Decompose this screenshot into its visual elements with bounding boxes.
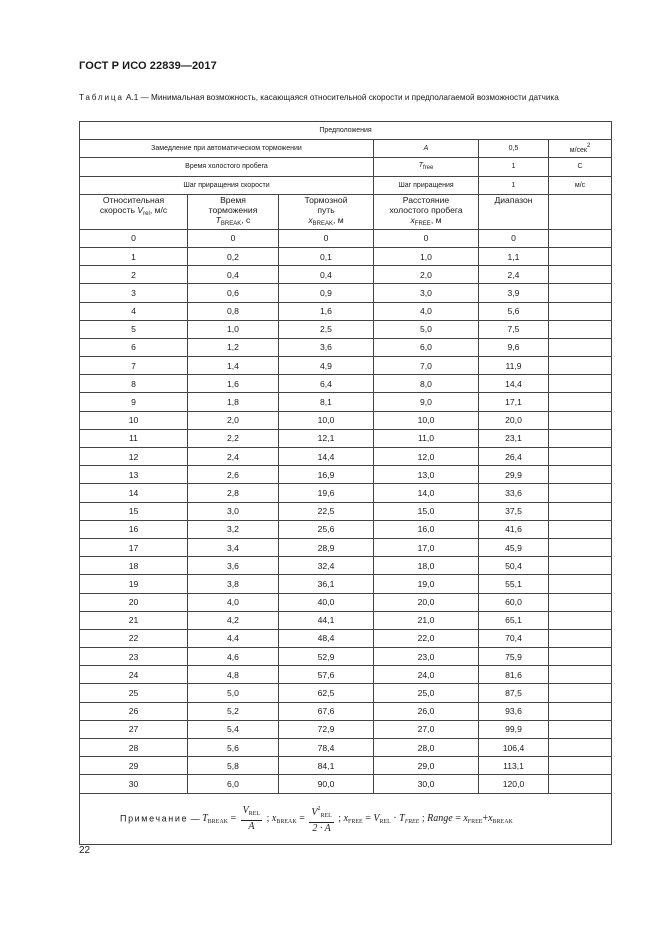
table-row	[80, 357, 612, 375]
data-table	[79, 121, 612, 845]
table-cell: 29,0	[374, 757, 479, 775]
table-cell-empty	[549, 247, 612, 265]
table-cell: 13,0	[374, 466, 479, 484]
assumption-unit: С	[549, 158, 612, 176]
table-cell: 30,0	[374, 775, 479, 793]
table-cell-empty	[549, 757, 612, 775]
table-row	[80, 338, 612, 356]
table-cell: 19	[80, 575, 188, 593]
table-row	[80, 538, 612, 556]
table-cell: 87,5	[479, 684, 549, 702]
table-cell: 2,0	[188, 411, 279, 429]
table-row	[80, 466, 612, 484]
table-row	[80, 484, 612, 502]
table-cell: 48,4	[279, 629, 374, 647]
caption-label: Таблица	[79, 93, 124, 102]
table-row	[80, 702, 612, 720]
table-cell: 5,6	[188, 739, 279, 757]
table-cell: 4,8	[188, 666, 279, 684]
table-cell: 11,9	[479, 357, 549, 375]
table-cell-empty	[549, 484, 612, 502]
table-cell: 33,6	[479, 484, 549, 502]
table-cell: 21,0	[374, 611, 479, 629]
table-cell: 1,4	[188, 357, 279, 375]
table-cell: 120,0	[479, 775, 549, 793]
table-cell: 15,0	[374, 502, 479, 520]
table-cell: 62,5	[279, 684, 374, 702]
table-cell: 45,9	[479, 538, 549, 556]
table-cell: 14	[80, 484, 188, 502]
table-cell: 4	[80, 302, 188, 320]
table-cell-empty	[549, 320, 612, 338]
table-cell: 25,6	[279, 520, 374, 538]
table-cell: 12,1	[279, 429, 374, 447]
table-cell: 4,0	[188, 593, 279, 611]
table-cell: 67,6	[279, 702, 374, 720]
table-cell: 2,4	[188, 448, 279, 466]
caption-text: Минимальная возможность, касающаяся относительной скорости и предполагаемой возможности датчика	[151, 93, 559, 102]
table-cell: 50,4	[479, 557, 549, 575]
note-row	[80, 793, 612, 844]
table-row	[80, 666, 612, 684]
table-cell: 1,0	[188, 320, 279, 338]
table-cell: 99,9	[479, 720, 549, 738]
table-cell: 2,0	[374, 266, 479, 284]
table-cell-empty	[549, 684, 612, 702]
table-cell: 6,0	[374, 338, 479, 356]
assumption-value: 1	[479, 176, 549, 194]
table-cell: 30	[80, 775, 188, 793]
table-cell-empty	[549, 502, 612, 520]
table-cell-empty	[549, 538, 612, 556]
column-header-xbreak: Тормозной путь $x_{BREAK}$, м	[279, 194, 374, 229]
table-cell: 4,2	[188, 611, 279, 629]
table-cell: 14,4	[479, 375, 549, 393]
table-cell: 0,1	[279, 247, 374, 265]
table-cell: 5,0	[374, 320, 479, 338]
table-cell: 2,8	[188, 484, 279, 502]
table-cell: 113,1	[479, 757, 549, 775]
table-row	[80, 266, 612, 284]
table-cell: 27,0	[374, 720, 479, 738]
table-cell: 12,0	[374, 448, 479, 466]
table-cell: 5	[80, 320, 188, 338]
table-cell: 20,0	[479, 411, 549, 429]
column-header-tbreak: Время торможения $T_{BREAK}$, с	[188, 194, 279, 229]
table-cell: 60,0	[479, 593, 549, 611]
table-cell-empty	[549, 338, 612, 356]
table-cell: 7,5	[479, 320, 549, 338]
table-cell-empty	[549, 629, 612, 647]
table-row	[80, 247, 612, 265]
table-cell-empty	[549, 575, 612, 593]
table-cell-empty	[549, 357, 612, 375]
table-row	[80, 448, 612, 466]
table-cell: 24,0	[374, 666, 479, 684]
unit-sup: 2	[586, 143, 591, 150]
table-cell: 1,6	[188, 375, 279, 393]
symbol-sub: free	[422, 165, 434, 172]
table-row	[80, 757, 612, 775]
table-cell: 22	[80, 629, 188, 647]
table-cell: 20	[80, 593, 188, 611]
table-row	[80, 575, 612, 593]
table-row	[80, 684, 612, 702]
table-cell: 1,1	[479, 247, 549, 265]
table-row	[80, 502, 612, 520]
table-cell: 65,1	[479, 611, 549, 629]
table-cell: 37,5	[479, 502, 549, 520]
assumption-symbol: Шаг приращения	[374, 176, 479, 194]
table-cell: 26,0	[374, 702, 479, 720]
table-cell: 0	[479, 229, 549, 247]
table-cell: 81,6	[479, 666, 549, 684]
table-cell: 23,0	[374, 648, 479, 666]
table-cell: 3,6	[188, 557, 279, 575]
table-row	[80, 775, 612, 793]
table-row	[80, 393, 612, 411]
table-cell: 3,6	[279, 338, 374, 356]
table-cell: 8	[80, 375, 188, 393]
table-cell: 32,4	[279, 557, 374, 575]
table-row	[80, 229, 612, 247]
table-cell: 3,0	[188, 502, 279, 520]
table-cell: 93,6	[479, 702, 549, 720]
table-cell: 23,1	[479, 429, 549, 447]
table-cell: 19,6	[279, 484, 374, 502]
table-cell: 3,2	[188, 520, 279, 538]
assumption-symbol: A	[374, 140, 479, 158]
table-cell: 2,6	[188, 466, 279, 484]
table-cell: 1,0	[374, 247, 479, 265]
assumption-value: 0,5	[479, 140, 549, 158]
assumptions-title: Предположения	[80, 122, 612, 140]
table-cell: 70,4	[479, 629, 549, 647]
table-cell: 0	[374, 229, 479, 247]
table-cell: 0	[80, 229, 188, 247]
table-cell: 3,4	[188, 538, 279, 556]
table-cell: 14,0	[374, 484, 479, 502]
table-cell-empty	[549, 266, 612, 284]
column-header-vrel: Относительная скорость $V_{rel}$, м/с	[80, 194, 188, 229]
table-cell-empty	[549, 720, 612, 738]
table-cell: 3,0	[374, 284, 479, 302]
table-row	[80, 739, 612, 757]
table-cell: 5,2	[188, 702, 279, 720]
table-cell: 29,9	[479, 466, 549, 484]
symbol-main: T	[418, 162, 423, 170]
table-cell: 28	[80, 739, 188, 757]
table-cell: 78,4	[279, 739, 374, 757]
table-row	[80, 648, 612, 666]
table-row	[80, 284, 612, 302]
table-cell: 27	[80, 720, 188, 738]
table-cell-empty	[549, 229, 612, 247]
table-cell: 19,0	[374, 575, 479, 593]
table-cell-empty	[549, 648, 612, 666]
table-cell: 0,4	[188, 266, 279, 284]
table-cell: 4,4	[188, 629, 279, 647]
table-cell: 9,0	[374, 393, 479, 411]
unit-base: м/сек	[569, 147, 587, 155]
table-cell-empty	[549, 375, 612, 393]
column-header-empty	[549, 194, 612, 229]
table-row	[80, 411, 612, 429]
fraction: $\frac{V_{REL}}{A}$	[242, 804, 261, 832]
note-dash: —	[188, 812, 203, 823]
table-cell: 40,0	[279, 593, 374, 611]
table-cell: 8,1	[279, 393, 374, 411]
table-cell: 0	[279, 229, 374, 247]
table-cell: 26	[80, 702, 188, 720]
table-cell: 6	[80, 338, 188, 356]
table-cell: 18	[80, 557, 188, 575]
table-cell: 12	[80, 448, 188, 466]
caption-number: А.1	[125, 93, 139, 102]
table-cell: 1,8	[188, 393, 279, 411]
note-formula: $T_{BREAK}$ = $\frac{V_{REL}}{A}$ ; $x_{BREAK}$ = $\frac{V^2_{REL}}{2 \cdot A}$ ; $x_{FREE} = V_{REL} \cdot T_{FREE}$ ; Range = $x_{FREE}+x_{BREAK}$	[202, 804, 513, 834]
table-cell: 10	[80, 411, 188, 429]
table-cell: 21	[80, 611, 188, 629]
table-cell: 13	[80, 466, 188, 484]
table-cell: 28,9	[279, 538, 374, 556]
table-row	[80, 557, 612, 575]
table-cell: 0,9	[279, 284, 374, 302]
table-cell: 28,0	[374, 739, 479, 757]
table-cell: 0,8	[188, 302, 279, 320]
table-cell: 75,9	[479, 648, 549, 666]
table-cell: 3	[80, 284, 188, 302]
table-row	[80, 520, 612, 538]
data-rows	[80, 229, 612, 793]
table-cell: 22,0	[374, 629, 479, 647]
table-cell: 11	[80, 429, 188, 447]
table-cell: 7,0	[374, 357, 479, 375]
table-cell-empty	[549, 702, 612, 720]
table-cell: 2,5	[279, 320, 374, 338]
table-cell: 5,0	[188, 684, 279, 702]
table-cell: 5,6	[479, 302, 549, 320]
assumption-row	[80, 140, 612, 158]
table-cell: 15	[80, 502, 188, 520]
table-cell-empty	[549, 520, 612, 538]
table-cell-empty	[549, 429, 612, 447]
table-cell: 57,6	[279, 666, 374, 684]
table-row	[80, 320, 612, 338]
table-cell: 9	[80, 393, 188, 411]
table-cell: 1	[80, 247, 188, 265]
column-header-xfree: Расстояние холостого пробега $x_{FREE}$, м	[374, 194, 479, 229]
table-cell: 18,0	[374, 557, 479, 575]
table-cell: 52,9	[279, 648, 374, 666]
table-cell: 6,0	[188, 775, 279, 793]
column-header-row	[80, 194, 612, 229]
assumption-unit	[549, 140, 612, 158]
table-cell: 36,1	[279, 575, 374, 593]
table-cell-empty	[549, 284, 612, 302]
table-cell: 6,4	[279, 375, 374, 393]
table-cell: 0	[188, 229, 279, 247]
table-cell-empty	[549, 611, 612, 629]
table-cell: 2,4	[479, 266, 549, 284]
assumption-name: Шаг приращения скорости	[80, 176, 374, 194]
table-cell-empty	[549, 557, 612, 575]
table-cell-empty	[549, 775, 612, 793]
table-cell-empty	[549, 448, 612, 466]
column-header-range: Диапазон	[479, 194, 549, 229]
table-cell: 22,5	[279, 502, 374, 520]
table-cell: 2	[80, 266, 188, 284]
table-cell: 17	[80, 538, 188, 556]
table-cell-empty	[549, 466, 612, 484]
table-cell: 17,1	[479, 393, 549, 411]
table-cell: 16	[80, 520, 188, 538]
table-cell: 17,0	[374, 538, 479, 556]
table-cell: 72,9	[279, 720, 374, 738]
caption-dash: —	[138, 93, 152, 102]
table-cell: 5,4	[188, 720, 279, 738]
table-cell: 16,0	[374, 520, 479, 538]
table-cell: 1,2	[188, 338, 279, 356]
fraction: $\frac{V^2_{REL}}{2 \cdot A}$	[309, 803, 333, 835]
table-cell: 11,0	[374, 429, 479, 447]
table-cell-empty	[549, 393, 612, 411]
assumption-row	[80, 158, 612, 176]
table-cell: 29	[80, 757, 188, 775]
table-cell: 3,8	[188, 575, 279, 593]
table-cell: 9,6	[479, 338, 549, 356]
document-header: ГОСТ Р ИСО 22839—2017	[79, 60, 217, 72]
note-cell	[80, 793, 612, 844]
table-cell: 0,4	[279, 266, 374, 284]
assumption-symbol	[374, 158, 479, 176]
table-cell: 25,0	[374, 684, 479, 702]
table-row	[80, 611, 612, 629]
table-cell: 4,0	[374, 302, 479, 320]
table-row	[80, 593, 612, 611]
table-cell: 4,9	[279, 357, 374, 375]
assumption-row	[80, 176, 612, 194]
table-cell: 55,1	[479, 575, 549, 593]
table-cell: 23	[80, 648, 188, 666]
assumption-unit: м/с	[549, 176, 612, 194]
table-cell: 90,0	[279, 775, 374, 793]
table-cell: 84,1	[279, 757, 374, 775]
table-cell: 8,0	[374, 375, 479, 393]
table-cell-empty	[549, 411, 612, 429]
table-cell-empty	[549, 666, 612, 684]
table-cell: 2,2	[188, 429, 279, 447]
table-row	[80, 629, 612, 647]
note-label: Примечание	[120, 812, 189, 823]
table-cell-empty	[549, 593, 612, 611]
assumption-value: 1	[479, 158, 549, 176]
table-cell: 44,1	[279, 611, 374, 629]
table-caption	[79, 92, 619, 104]
table-cell-empty	[549, 302, 612, 320]
table-cell: 0,6	[188, 284, 279, 302]
table-cell: 25	[80, 684, 188, 702]
table-cell: 26,4	[479, 448, 549, 466]
table-cell: 16,9	[279, 466, 374, 484]
page-number: 22	[79, 845, 91, 856]
table-cell: 1,6	[279, 302, 374, 320]
table-cell: 0,2	[188, 247, 279, 265]
table-row	[80, 302, 612, 320]
table-cell: 24	[80, 666, 188, 684]
table-cell-empty	[549, 739, 612, 757]
table-row	[80, 720, 612, 738]
table-cell: 10,0	[374, 411, 479, 429]
table-cell: 10,0	[279, 411, 374, 429]
table-row	[80, 429, 612, 447]
assumption-name: Время холостого пробега	[80, 158, 374, 176]
table-cell: 5,8	[188, 757, 279, 775]
table-cell: 3,9	[479, 284, 549, 302]
table-row	[80, 375, 612, 393]
assumption-name: Замедление при автоматическом торможении	[80, 140, 374, 158]
table-cell: 20,0	[374, 593, 479, 611]
table-cell: 106,4	[479, 739, 549, 757]
table-cell: 14,4	[279, 448, 374, 466]
table-cell: 4,6	[188, 648, 279, 666]
table-cell: 41,6	[479, 520, 549, 538]
table-cell: 7	[80, 357, 188, 375]
